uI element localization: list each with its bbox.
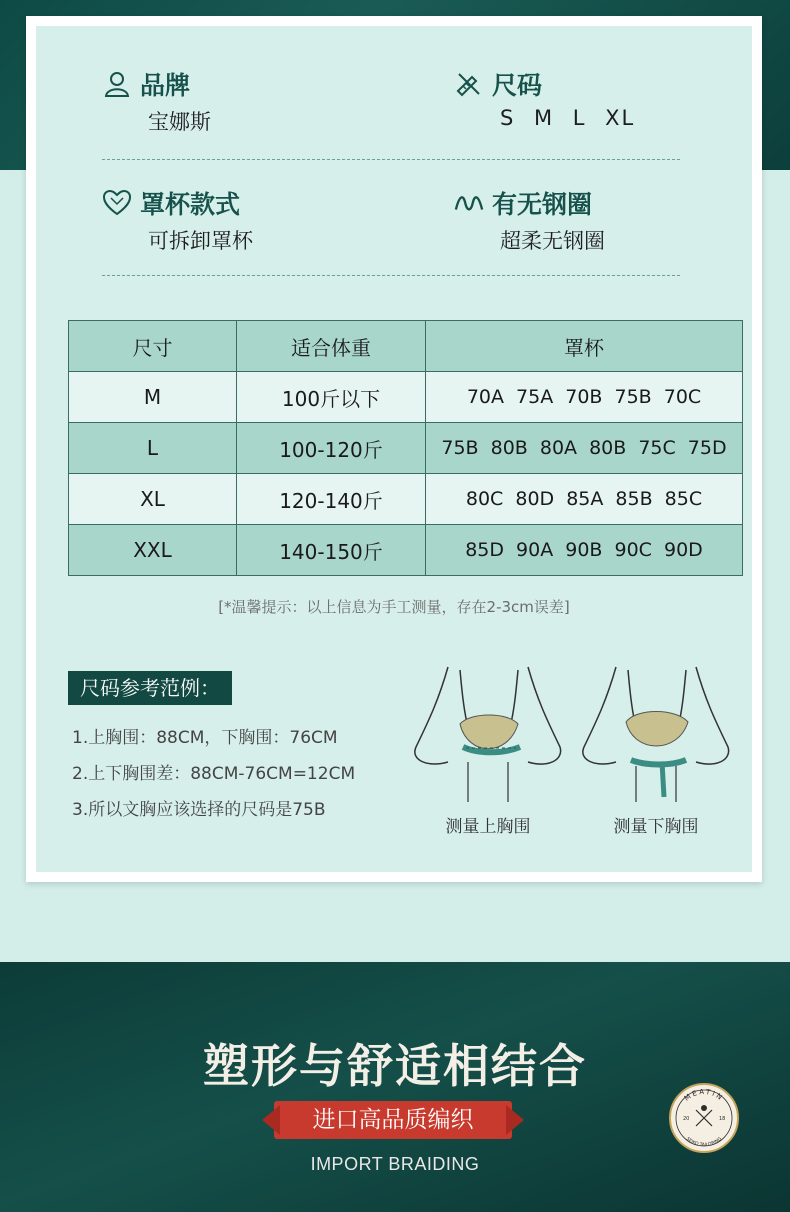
spec-cup-style bbox=[102, 185, 253, 255]
spec-wire bbox=[454, 185, 605, 255]
caption-upper-bust: 测量上胸围 bbox=[445, 817, 531, 837]
table-header-cups: 罩杯 bbox=[426, 321, 743, 372]
example-step: 3.所以文胸应该选择的尺码是75B bbox=[72, 800, 326, 820]
spec-brand-label: 品牌 bbox=[140, 71, 191, 100]
table-cell-weight: 140-150斤 bbox=[237, 525, 426, 576]
user-icon bbox=[102, 69, 132, 99]
table-row bbox=[69, 525, 743, 576]
spec-cup-style-value: 可拆卸罩杯 bbox=[148, 229, 253, 253]
dashed-divider bbox=[102, 159, 680, 160]
table-header-size: 尺寸 bbox=[69, 321, 237, 372]
table-row bbox=[69, 372, 743, 423]
table-row bbox=[69, 474, 743, 525]
example-steps bbox=[72, 726, 355, 834]
heart-icon bbox=[102, 188, 132, 218]
example-title: 尺码参考范例： bbox=[68, 671, 232, 705]
ruler-pencil-icon bbox=[454, 69, 484, 99]
banner-ribbon: 进口高品质编织 bbox=[274, 1101, 512, 1139]
spec-card bbox=[26, 16, 762, 882]
example-step: 2.上下胸围差：88CM-76CM=12CM bbox=[72, 764, 356, 784]
wave-icon bbox=[454, 188, 484, 218]
table-cell-cups: 85D 90A 90B 90C 90D bbox=[426, 525, 743, 576]
spec-size-label: 尺码 bbox=[492, 71, 543, 100]
table-row bbox=[69, 423, 743, 474]
seal-bottom-text: SEIKO TAILORING bbox=[684, 1136, 724, 1149]
caption-under-bust: 测量下胸围 bbox=[613, 817, 699, 837]
spec-size bbox=[454, 66, 635, 130]
measurement-note: [*温馨提示：以上信息为手工测量，存在2-3cm误差] bbox=[218, 598, 570, 616]
table-cell-cups: 80C 80D 85A 85B 85C bbox=[426, 474, 743, 525]
banner-slogan: 塑形与舒适相结合 bbox=[203, 1039, 587, 1093]
table-cell-cups: 75B 80B 80A 80B 75C 75D bbox=[426, 423, 743, 474]
banner-subline: IMPORT BRAIDING bbox=[310, 1154, 480, 1174]
table-cell-size: M bbox=[69, 372, 237, 423]
spec-size-value: S M L XL bbox=[500, 106, 636, 130]
torso-drawing bbox=[576, 662, 736, 802]
table-header-weight: 适合体重 bbox=[237, 321, 426, 372]
torso-drawing bbox=[408, 662, 568, 802]
spec-wire-value: 超柔无钢圈 bbox=[500, 229, 605, 253]
illustration-under-bust bbox=[576, 662, 736, 837]
table-cell-weight: 100斤以下 bbox=[237, 372, 426, 423]
size-table bbox=[68, 320, 743, 576]
table-header-row bbox=[69, 321, 743, 372]
table-cell-size: XXL bbox=[69, 525, 237, 576]
table-cell-weight: 100-120斤 bbox=[237, 423, 426, 474]
brand-seal-logo bbox=[668, 1082, 740, 1154]
spec-wire-label: 有无钢圈 bbox=[492, 190, 593, 219]
table-cell-cups: 70A 75A 70B 75B 70C bbox=[426, 372, 743, 423]
dashed-divider bbox=[102, 275, 680, 276]
spec-brand bbox=[102, 66, 211, 136]
table-cell-size: XL bbox=[69, 474, 237, 525]
illustration-upper-bust bbox=[408, 662, 568, 837]
seal-right-num: 18 bbox=[719, 1116, 726, 1122]
table-cell-size: L bbox=[69, 423, 237, 474]
example-step: 1.上胸围：88CM，下胸围：76CM bbox=[72, 728, 338, 748]
spec-brand-value: 宝娜斯 bbox=[148, 110, 211, 134]
spec-card-inner bbox=[36, 26, 752, 872]
spec-cup-style-label: 罩杯款式 bbox=[140, 190, 241, 219]
seal-left-num: 20 bbox=[683, 1116, 690, 1122]
seal-top-text: MEATIN bbox=[683, 1087, 726, 1103]
table-cell-weight: 120-140斤 bbox=[237, 474, 426, 525]
